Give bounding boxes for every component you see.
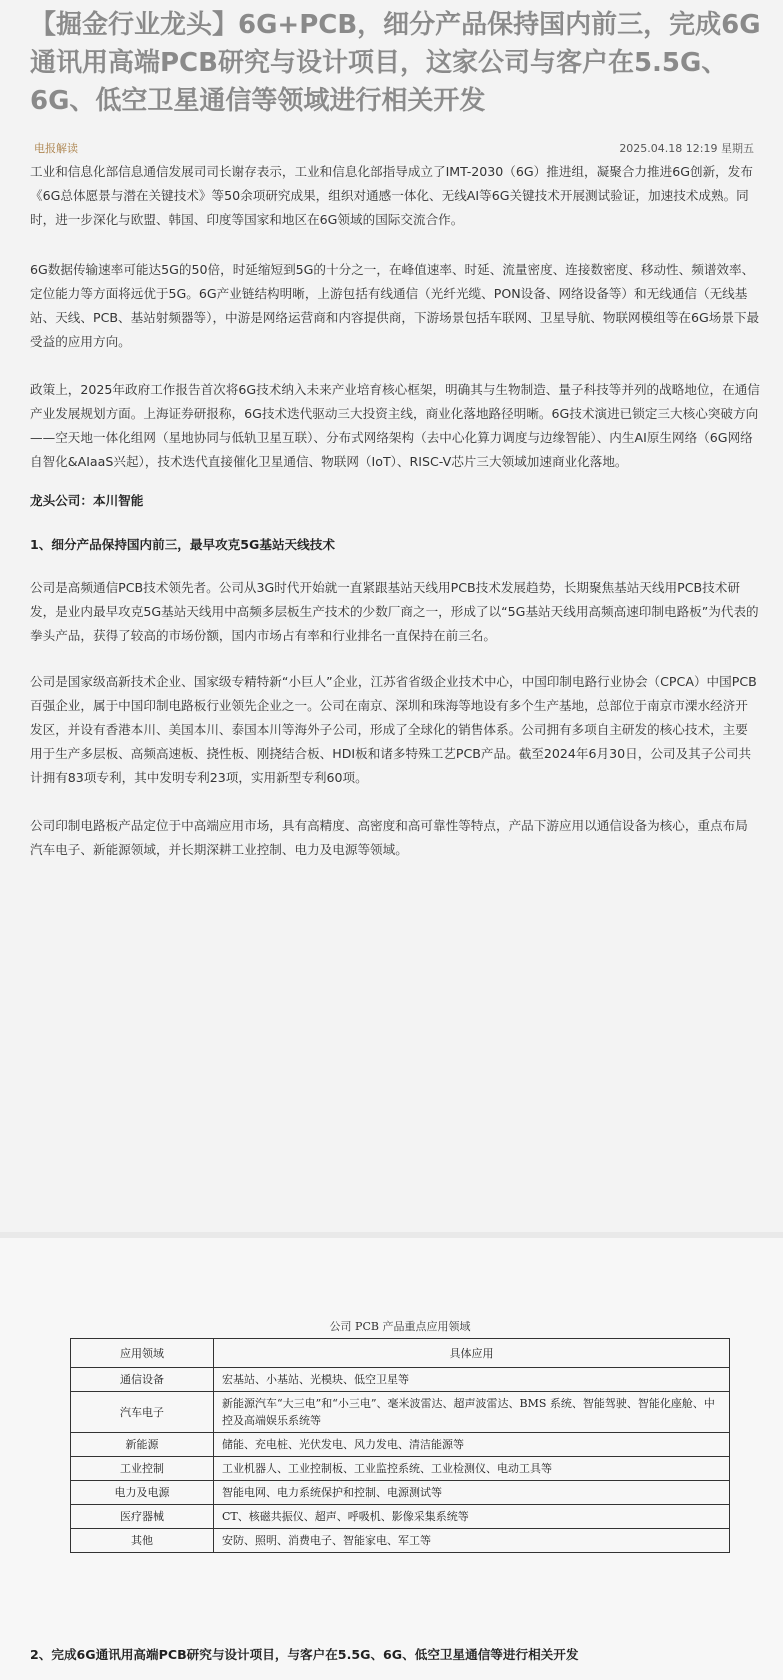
- paragraph-6: 公司印制电路板产品定位于中高端应用市场，具有高精度、高密度和高可靠性等特点，产品下游应用以通信设备为核心，重点布局汽车电子、新能源领域，并长期深耕工业控制、电力及电源等领域。: [30, 818, 748, 857]
- row-field: 新能源: [71, 1433, 214, 1457]
- paragraph-3: 政策上，2025年政府工作报告首次将6G技术纳入未来产业培育核心框架，明确其与生物制造、量子科技等并列的战略地位，在通信产业发展规划方面。上海证券研报称，6G技术迭代驱动三大投资主线，商业化落地路径明晰。6G技术演进已锁定三大核心突破方向——空天地一体化组网（星地协同与低轨卫星互联）、分布式网络架构（去中心化算力调度与边缘智能）、内生AI原生网络（6G网络自智化&AIaaS兴起），技术迭代直接催化卫星通信、物联网（IoT）、RISC-V芯片三大领域加速商业化落地。: [30, 382, 760, 469]
- section-heading-2: 2、完成6G通讯用高端PCB研究与设计项目，与客户在5.5G、6G、低空卫星通信等进行相关开发: [30, 1647, 579, 1662]
- row-field: 通信设备: [71, 1368, 214, 1392]
- category-tag[interactable]: 电报解读: [34, 142, 78, 155]
- table-caption: 公司 PCB 产品重点应用领域: [329, 1320, 471, 1333]
- paragraph-4: 公司是高频通信PCB技术领先者。公司从3G时代开始就一直紧跟基站天线用PCB技术发展趋势，长期聚焦基站天线用PCB技术研发，是业内最早攻克5G基站天线用中高频多层板生产技术的少数厂商之一，形成了以“5G基站天线用高频高速印制电路板”为代表的拳头产品，获得了较高的市场份额，国内市场占有率和行业排名一直保持在前三名。: [30, 580, 759, 643]
- row-application: 智能电网、电力系统保护和控制、电源测试等: [214, 1481, 730, 1505]
- header-application: 具体应用: [214, 1339, 730, 1368]
- row-field: 医疗器械: [71, 1505, 214, 1529]
- publish-date: 2025.04.18 12:19 星期五: [619, 142, 754, 155]
- row-field: 汽车电子: [71, 1392, 214, 1433]
- header-field: 应用领域: [71, 1339, 214, 1368]
- table-row: [71, 1392, 730, 1433]
- article-meta: [34, 140, 754, 156]
- table-row: [71, 1368, 730, 1392]
- paragraph-5: 公司是国家级高新技术企业、国家级专精特新“小巨人”企业，江苏省省级企业技术中心，中国印制电路行业协会（CPCA）中国PCB百强企业，属于中国印制电路板行业领先企业之一。公司在南京、深圳和珠海等地设有多个生产基地，总部位于南京市溧水经济开发区，并设有香港本川、美国本川、泰国本川等海外子公司，形成了全球化的销售体系。公司拥有多项自主研发的核心技术，主要用于生产多层板、高频高速板、挠性板、刚挠结合板、HDI板和诸多特殊工艺PCB产品。截至2024年6月30日，公司及其子公司共计拥有83项专利，其中发明专利23项，实用新型专利60项。: [30, 674, 757, 785]
- row-field: 电力及电源: [71, 1481, 214, 1505]
- row-application: 储能、充电桩、光伏发电、风力发电、清洁能源等: [214, 1433, 730, 1457]
- table-row: [71, 1433, 730, 1457]
- row-application: 安防、照明、消费电子、智能家电、军工等: [214, 1529, 730, 1553]
- section-heading-company: 龙头公司：本川智能: [30, 493, 144, 508]
- row-application: 工业机器人、工业控制板、工业监控系统、工业检测仪、电动工具等: [214, 1457, 730, 1481]
- row-application: 宏基站、小基站、光模块、低空卫星等: [214, 1368, 730, 1392]
- paragraph-2: 6G数据传输速率可能达5G的50倍，时延缩短到5G的十分之一，在峰值速率、时延、流量密度、连接数密度、移动性、频谱效率、定位能力等方面将远优于5G。6G产业链结构明晰，上游包括有线通信（光纤光缆、PON设备、网络设备等）和无线通信（无线基站、天线、PCB、基站射频器等），中游是网络运营商和内容提供商，下游场景包括车联网、卫星导航、物联网模组等在6G场景下最受益的应用方向。: [30, 262, 760, 349]
- row-field: 工业控制: [71, 1457, 214, 1481]
- paragraph-1: 工业和信息化部信息通信发展司司长谢存表示，工业和信息化部指导成立了IMT-2030（6G）推进组，凝聚合力推进6G创新，发布《6G总体愿景与潜在关键技术》等50余项研究成果，组织对通感一体化、无线AI等6G关键技术开展测试验证，加速技术成熟。同时，进一步深化与欧盟、韩国、印度等国家和地区在6G领域的国际交流合作。: [30, 164, 753, 227]
- table-row: [71, 1529, 730, 1553]
- section-heading-1: 1、细分产品保持国内前三，最早攻克5G基站天线技术: [30, 537, 335, 552]
- article-title: 【掘金行业龙头】6G+PCB，细分产品保持国内前三，完成6G通讯用高端PCB研究与设计项目，这家公司与客户在5.5G、6G、低空卫星通信等领域进行相关开发: [30, 10, 761, 116]
- row-field: 其他: [71, 1529, 214, 1553]
- application-table: [70, 1338, 730, 1553]
- table-row: [71, 1457, 730, 1481]
- row-application: 新能源汽车“大三电”和“小三电”、毫米波雷达、超声波雷达、BMS 系统、智能驾驶、智能化座舱、中控及高端娱乐系统等: [214, 1392, 730, 1433]
- table-row: [71, 1505, 730, 1529]
- table-header-row: [71, 1339, 730, 1368]
- table-row: [71, 1481, 730, 1505]
- row-application: CT、核磁共振仪、超声、呼吸机、影像采集系统等: [214, 1505, 730, 1529]
